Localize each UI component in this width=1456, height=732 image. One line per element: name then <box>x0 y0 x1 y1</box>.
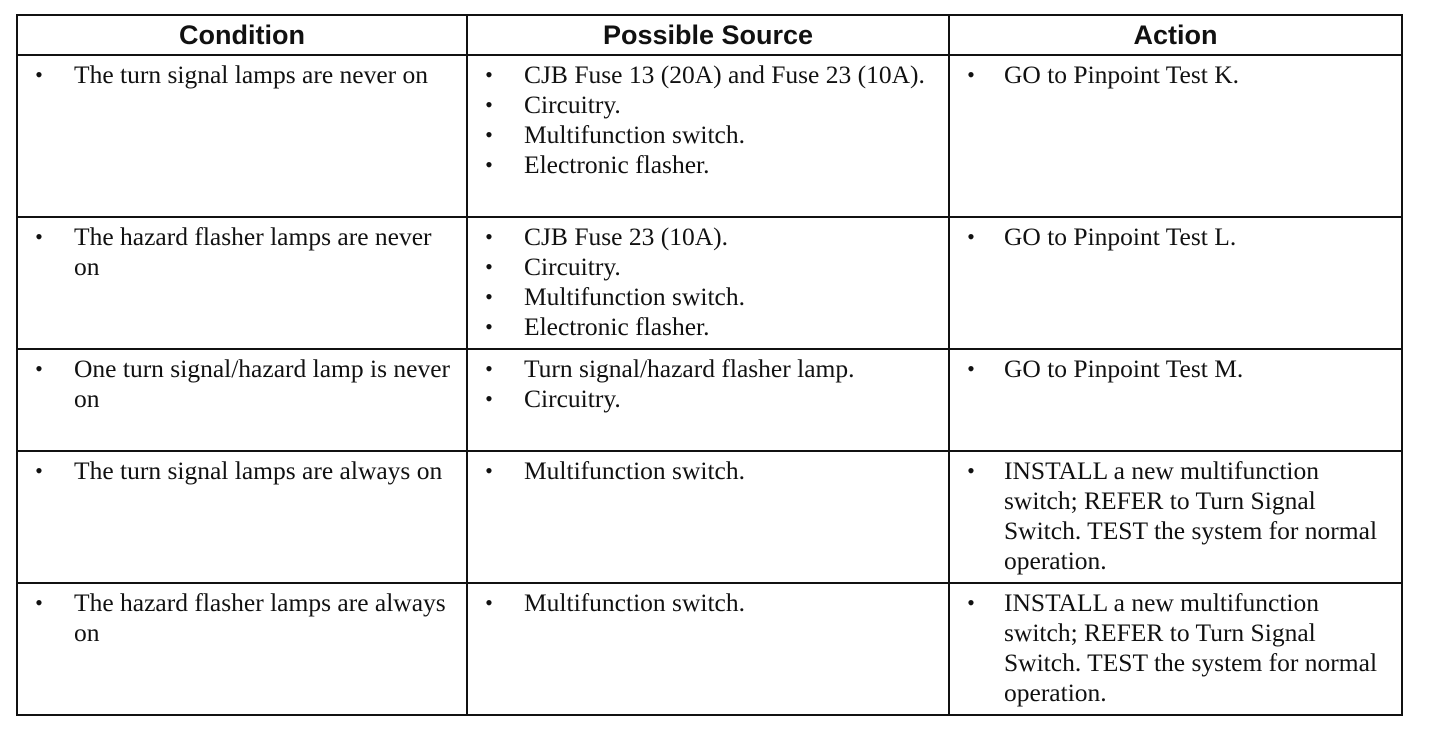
list-item <box>964 222 1395 252</box>
bullet-icon: • <box>485 224 493 249</box>
header-possible-source: Possible Source <box>467 15 949 55</box>
source-text: Multifunction switch. <box>524 456 745 485</box>
table-row <box>17 451 1402 583</box>
list-item <box>32 588 460 648</box>
header-row <box>17 15 1402 55</box>
list-item <box>964 456 1395 576</box>
source-text: CJB Fuse 13 (20A) and Fuse 23 (10A). <box>524 60 925 89</box>
source-text: Turn signal/hazard flasher lamp. <box>524 354 855 383</box>
action-cell <box>949 583 1402 715</box>
list-item <box>32 60 460 90</box>
header-condition: Condition <box>17 15 467 55</box>
action-cell <box>949 349 1402 451</box>
action-text: GO to Pinpoint Test M. <box>1004 354 1244 383</box>
condition-text: One turn signal/hazard lamp is never on <box>74 354 451 413</box>
condition-cell <box>17 349 467 451</box>
list-item <box>482 456 942 486</box>
source-cell <box>467 349 949 451</box>
symptom-chart-table <box>16 14 1403 716</box>
list-item <box>482 90 942 120</box>
bullet-icon: • <box>485 254 493 279</box>
bullet-icon: • <box>485 92 493 117</box>
list-item <box>32 456 460 486</box>
source-text: Circuitry. <box>524 90 621 119</box>
action-cell <box>949 55 1402 217</box>
bullet-icon: • <box>485 62 493 87</box>
bullet-icon: • <box>485 590 493 615</box>
condition-cell <box>17 583 467 715</box>
source-text: Multifunction switch. <box>524 120 745 149</box>
bullet-icon: • <box>485 356 493 381</box>
bullet-icon: • <box>485 314 493 339</box>
source-text: Electronic flasher. <box>524 312 710 341</box>
list-item <box>482 252 942 282</box>
bullet-icon: • <box>485 152 493 177</box>
source-cell <box>467 217 949 349</box>
list-item <box>32 222 460 282</box>
table-row <box>17 583 1402 715</box>
list-item <box>482 222 942 252</box>
list-item <box>482 354 942 384</box>
list-item <box>482 384 942 414</box>
source-text: Circuitry. <box>524 384 621 413</box>
source-cell <box>467 583 949 715</box>
bullet-icon: • <box>35 62 43 87</box>
bullet-icon: • <box>967 356 975 381</box>
source-text: Multifunction switch. <box>524 588 745 617</box>
list-item <box>482 282 942 312</box>
bullet-icon: • <box>967 224 975 249</box>
bullet-icon: • <box>485 386 493 411</box>
list-item <box>482 60 942 90</box>
action-text: INSTALL a new multifunction switch; REFER to Turn Signal Switch. TEST the system for normal operation. <box>1004 588 1378 707</box>
bullet-icon: • <box>485 122 493 147</box>
bullet-icon: • <box>35 224 43 249</box>
action-cell <box>949 451 1402 583</box>
bullet-icon: • <box>35 458 43 483</box>
condition-cell <box>17 217 467 349</box>
bullet-icon: • <box>967 458 975 483</box>
bullet-icon: • <box>485 458 493 483</box>
bullet-icon: • <box>967 62 975 87</box>
action-text: GO to Pinpoint Test L. <box>1004 222 1237 251</box>
source-cell <box>467 55 949 217</box>
table-row <box>17 55 1402 217</box>
list-item <box>964 354 1395 384</box>
list-item <box>482 312 942 342</box>
bullet-icon: • <box>485 284 493 309</box>
condition-text: The hazard flasher lamps are never on <box>74 222 432 281</box>
condition-cell <box>17 55 467 217</box>
source-cell <box>467 451 949 583</box>
condition-cell <box>17 451 467 583</box>
action-cell <box>949 217 1402 349</box>
bullet-icon: • <box>35 356 43 381</box>
table-row <box>17 349 1402 451</box>
condition-text: The turn signal lamps are always on <box>74 456 443 485</box>
source-text: Circuitry. <box>524 252 621 281</box>
source-text: CJB Fuse 23 (10A). <box>524 222 729 251</box>
action-text: INSTALL a new multifunction switch; REFER to Turn Signal Switch. TEST the system for normal operation. <box>1004 456 1378 575</box>
list-item <box>964 588 1395 708</box>
source-text: Electronic flasher. <box>524 150 710 179</box>
bullet-icon: • <box>35 590 43 615</box>
condition-text: The turn signal lamps are never on <box>74 60 429 89</box>
table-row <box>17 217 1402 349</box>
source-text: Multifunction switch. <box>524 282 745 311</box>
list-item <box>482 150 942 180</box>
list-item <box>964 60 1395 90</box>
action-text: GO to Pinpoint Test K. <box>1004 60 1240 89</box>
header-action: Action <box>949 15 1402 55</box>
list-item <box>482 588 942 618</box>
list-item <box>32 354 460 414</box>
bullet-icon: • <box>967 590 975 615</box>
condition-text: The hazard flasher lamps are always on <box>74 588 446 647</box>
list-item <box>482 120 942 150</box>
